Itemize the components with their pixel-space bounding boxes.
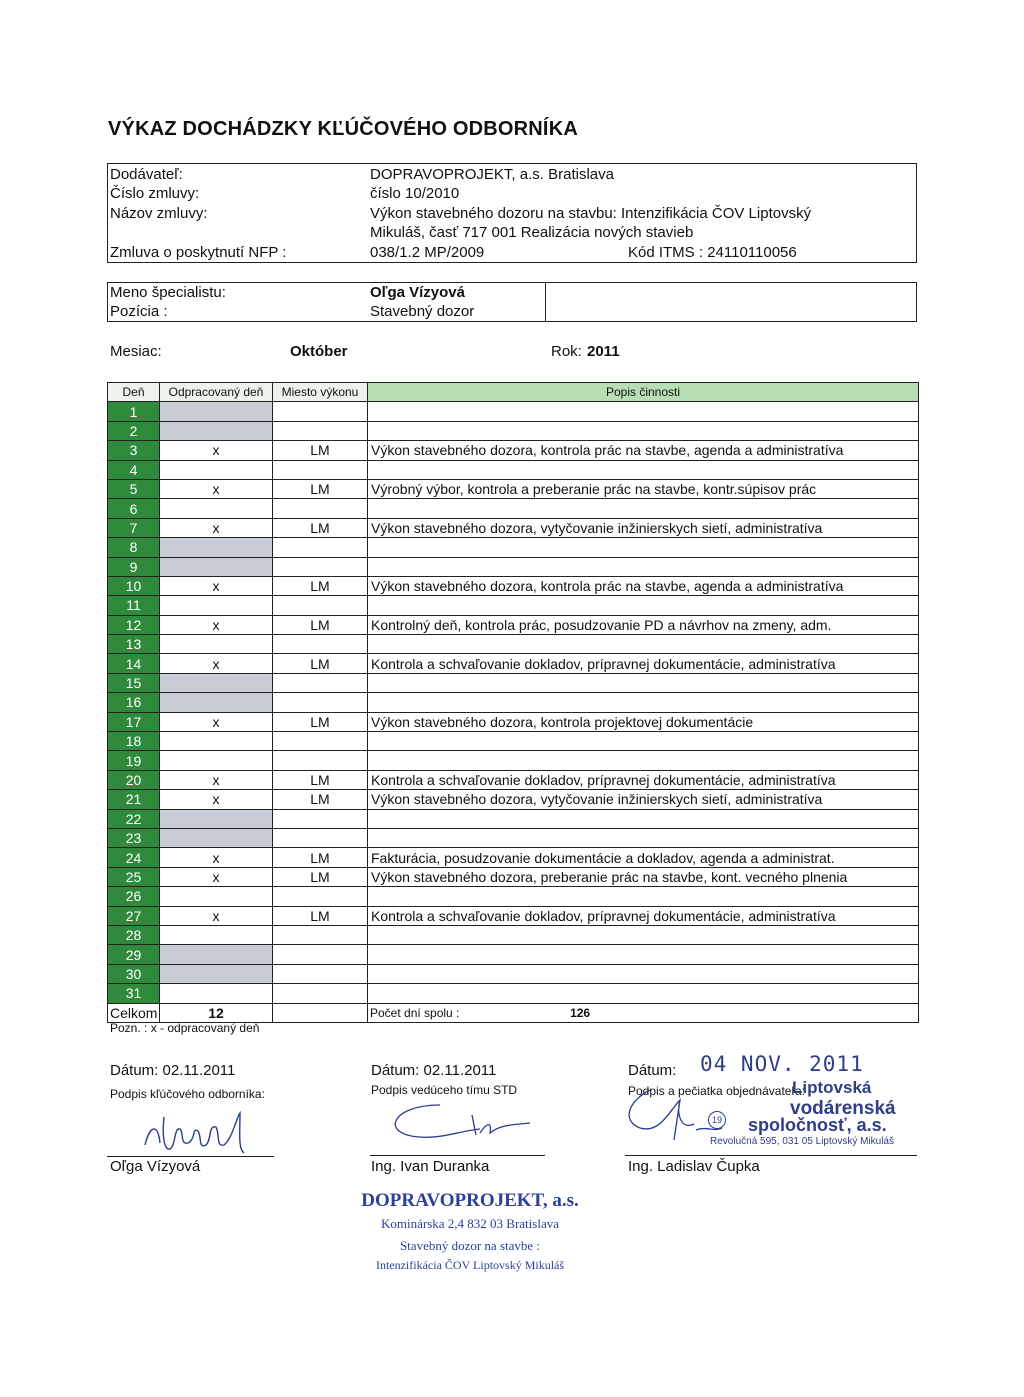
table-row bbox=[108, 538, 919, 557]
day-cell: 23 bbox=[108, 828, 160, 847]
description-cell bbox=[368, 828, 919, 847]
sig2-date: Dátum: 02.11.2011 bbox=[371, 1062, 497, 1079]
place-cell: LM bbox=[273, 906, 368, 925]
description-cell: Výkon stavebného dozora, preberanie prác na stavbe, kont. vecného plnenia bbox=[368, 867, 919, 886]
day-cell: 16 bbox=[108, 693, 160, 712]
table-row bbox=[108, 693, 919, 712]
lv-stamp-line2: vodárenská bbox=[790, 1098, 896, 1119]
description-cell bbox=[368, 421, 919, 440]
worked-cell: x bbox=[160, 615, 273, 634]
day-cell: 27 bbox=[108, 906, 160, 925]
description-cell bbox=[368, 984, 919, 1003]
description-cell bbox=[368, 673, 919, 692]
place-cell bbox=[273, 460, 368, 479]
table-row bbox=[108, 887, 919, 906]
total-empty-cell bbox=[273, 1003, 368, 1022]
description-cell: Kontrola a schvaľovanie dokladov, prípravnej dokumentácie, administratíva bbox=[368, 654, 919, 673]
table-row bbox=[108, 751, 919, 770]
table-row bbox=[108, 732, 919, 751]
sig1-line bbox=[107, 1156, 274, 1157]
worked-cell: x bbox=[160, 654, 273, 673]
total-row bbox=[108, 1003, 919, 1022]
sig1-name: Oľga Vízyová bbox=[110, 1158, 201, 1175]
header-odpracovany-den: Odpracovaný deň bbox=[160, 383, 273, 402]
description-cell bbox=[368, 964, 919, 983]
place-cell: LM bbox=[273, 848, 368, 867]
description-cell: Výkon stavebného dozora, kontrola prác na stavbe, agenda a administratíva bbox=[368, 576, 919, 595]
table-row bbox=[108, 790, 919, 809]
place-cell bbox=[273, 693, 368, 712]
description-cell: Výkon stavebného dozora, kontrola projektovej dokumentácie bbox=[368, 712, 919, 731]
day-cell: 17 bbox=[108, 712, 160, 731]
day-cell: 8 bbox=[108, 538, 160, 557]
day-cell: 13 bbox=[108, 635, 160, 654]
nazov-zmluvy-value-2: Mikuláš, časť 717 001 Realizácia nových stavieb bbox=[370, 224, 694, 241]
dp-stamp-line1: DOPRAVOPROJEKT, a.s. bbox=[361, 1190, 579, 1211]
place-cell: LM bbox=[273, 712, 368, 731]
place-cell bbox=[273, 732, 368, 751]
pocet-value: 126 bbox=[570, 1005, 591, 1020]
table-row bbox=[108, 441, 919, 460]
worked-cell bbox=[160, 809, 273, 828]
worked-cell bbox=[160, 557, 273, 576]
lv-stamp-line3: spoločnosť, a.s. bbox=[748, 1115, 887, 1135]
cislo-zmluvy-value: číslo 10/2010 bbox=[370, 185, 460, 202]
day-cell: 14 bbox=[108, 654, 160, 673]
place-cell bbox=[273, 402, 368, 421]
worked-cell bbox=[160, 693, 273, 712]
description-cell: Kontrola a schvaľovanie dokladov, prípravnej dokumentácie, administratíva bbox=[368, 906, 919, 925]
sig1-date: Dátum: 02.11.2011 bbox=[110, 1062, 236, 1079]
day-cell: 24 bbox=[108, 848, 160, 867]
place-cell: LM bbox=[273, 441, 368, 460]
table-row bbox=[108, 635, 919, 654]
place-cell: LM bbox=[273, 867, 368, 886]
day-cell: 15 bbox=[108, 673, 160, 692]
table-row bbox=[108, 848, 919, 867]
worked-cell: x bbox=[160, 441, 273, 460]
sig3-name: Ing. Ladislav Čupka bbox=[628, 1158, 760, 1175]
table-row bbox=[108, 945, 919, 964]
day-cell: 2 bbox=[108, 421, 160, 440]
description-cell bbox=[368, 693, 919, 712]
sig1-role: Podpis kľúčového odborníka: bbox=[110, 1087, 265, 1101]
header-miesto-vykonu: Miesto výkonu bbox=[273, 383, 368, 402]
sig3-line bbox=[625, 1155, 917, 1156]
table-row bbox=[108, 828, 919, 847]
table-row bbox=[108, 906, 919, 925]
worked-cell bbox=[160, 460, 273, 479]
description-cell bbox=[368, 538, 919, 557]
description-cell bbox=[368, 596, 919, 615]
place-cell bbox=[273, 421, 368, 440]
dp-stamp-line3: Stavebný dozor na stavbe : bbox=[399, 1238, 541, 1253]
description-cell bbox=[368, 945, 919, 964]
nazov-zmluvy-value-1: Výkon stavebného dozoru na stavbu: Intenzifikácia ČOV Liptovský bbox=[370, 205, 812, 222]
description-cell: Kontrola a schvaľovanie dokladov, prípravnej dokumentácie, administratíva bbox=[368, 770, 919, 789]
sig3-date: Dátum: bbox=[628, 1062, 677, 1079]
place-cell bbox=[273, 499, 368, 518]
day-cell: 18 bbox=[108, 732, 160, 751]
day-cell: 6 bbox=[108, 499, 160, 518]
day-cell: 26 bbox=[108, 887, 160, 906]
worked-cell bbox=[160, 984, 273, 1003]
day-cell: 5 bbox=[108, 479, 160, 498]
table-row bbox=[108, 421, 919, 440]
place-cell bbox=[273, 809, 368, 828]
place-cell: LM bbox=[273, 770, 368, 789]
worked-cell: x bbox=[160, 518, 273, 537]
day-cell: 3 bbox=[108, 441, 160, 460]
place-cell bbox=[273, 964, 368, 983]
dodavatel-label: Dodávateľ: bbox=[110, 166, 183, 183]
specialist-box bbox=[107, 282, 917, 322]
table-row bbox=[108, 867, 919, 886]
table-header-row bbox=[108, 383, 919, 402]
day-cell: 7 bbox=[108, 518, 160, 537]
sig3-role: Podpis a pečiatka objednávateľa: bbox=[628, 1084, 805, 1098]
description-cell bbox=[368, 557, 919, 576]
day-cell: 4 bbox=[108, 460, 160, 479]
header-popis-cinnosti: Popis činnosti bbox=[368, 383, 919, 402]
dodavatel-value: DOPRAVOPROJEKT, a.s. Bratislava bbox=[370, 166, 614, 183]
place-cell bbox=[273, 945, 368, 964]
meno-value: Oľga Vízyová bbox=[370, 284, 465, 301]
worked-cell: x bbox=[160, 576, 273, 595]
table-row bbox=[108, 596, 919, 615]
table-row bbox=[108, 576, 919, 595]
table-row bbox=[108, 809, 919, 828]
sig2-signature-drawing bbox=[380, 1095, 550, 1155]
day-cell: 28 bbox=[108, 925, 160, 944]
table-row bbox=[108, 499, 919, 518]
day-cell: 11 bbox=[108, 596, 160, 615]
mesiac-label: Mesiac: bbox=[110, 343, 162, 360]
dp-stamp-line2: Kominárska 2,4 832 03 Bratislava bbox=[381, 1216, 559, 1231]
description-cell bbox=[368, 925, 919, 944]
description-cell: Fakturácia, posudzovanie dokumentácie a dokladov, agenda a administrat. bbox=[368, 848, 919, 867]
sig2-name: Ing. Ivan Duranka bbox=[371, 1158, 490, 1175]
description-cell: Výkon stavebného dozora, vytyčovanie inžinierskych sietí, administratíva bbox=[368, 790, 919, 809]
worked-cell: x bbox=[160, 867, 273, 886]
place-cell bbox=[273, 557, 368, 576]
worked-cell bbox=[160, 751, 273, 770]
worked-cell bbox=[160, 887, 273, 906]
day-cell: 19 bbox=[108, 751, 160, 770]
place-cell: LM bbox=[273, 790, 368, 809]
table-row bbox=[108, 964, 919, 983]
place-cell bbox=[273, 828, 368, 847]
nfp-value: 038/1.2 MP/2009 bbox=[370, 244, 485, 261]
meno-label: Meno špecialistu: bbox=[110, 284, 226, 301]
place-cell: LM bbox=[273, 615, 368, 634]
description-cell: Výrobný výbor, kontrola a preberanie prác na stavbe, kontr.súpisov prác bbox=[368, 479, 919, 498]
sig2-role: Podpis vedúceho tímu STD bbox=[371, 1083, 518, 1097]
page-title: VÝKAZ DOCHÁDZKY KĽÚČOVÉHO ODBORNÍKA bbox=[108, 118, 578, 140]
description-cell bbox=[368, 751, 919, 770]
lv-stamp-line1: Liptovská bbox=[792, 1078, 872, 1097]
nfp-label: Zmluva o poskytnutí NFP : bbox=[110, 244, 287, 261]
table-row bbox=[108, 615, 919, 634]
description-cell bbox=[368, 402, 919, 421]
place-cell bbox=[273, 887, 368, 906]
worked-cell bbox=[160, 635, 273, 654]
description-cell bbox=[368, 499, 919, 518]
description-cell bbox=[368, 635, 919, 654]
rok-value: 2011 bbox=[587, 343, 620, 360]
worked-cell: x bbox=[160, 848, 273, 867]
worked-cell: x bbox=[160, 479, 273, 498]
day-cell: 12 bbox=[108, 615, 160, 634]
attendance-table bbox=[107, 382, 919, 1023]
worked-cell: x bbox=[160, 770, 273, 789]
place-cell bbox=[273, 673, 368, 692]
worked-cell bbox=[160, 945, 273, 964]
worked-cell bbox=[160, 925, 273, 944]
day-cell: 29 bbox=[108, 945, 160, 964]
place-cell bbox=[273, 596, 368, 615]
description-cell bbox=[368, 732, 919, 751]
pozicia-label: Pozícia : bbox=[110, 303, 168, 320]
day-cell: 25 bbox=[108, 867, 160, 886]
day-cell: 31 bbox=[108, 984, 160, 1003]
lv-stamp-line4: Revolučná 595, 031 05 Liptovský Mikuláš bbox=[710, 1136, 894, 1147]
table-row bbox=[108, 712, 919, 731]
worked-cell bbox=[160, 596, 273, 615]
worked-cell bbox=[160, 828, 273, 847]
cislo-zmluvy-label: Číslo zmluvy: bbox=[110, 185, 200, 202]
worked-cell bbox=[160, 499, 273, 518]
worked-cell bbox=[160, 538, 273, 557]
pocet-cell bbox=[368, 1003, 919, 1022]
mesiac-value: Október bbox=[290, 343, 348, 360]
day-cell: 22 bbox=[108, 809, 160, 828]
day-cell: 1 bbox=[108, 402, 160, 421]
description-cell bbox=[368, 887, 919, 906]
day-cell: 30 bbox=[108, 964, 160, 983]
sig2-line bbox=[370, 1155, 545, 1156]
table-row bbox=[108, 479, 919, 498]
description-cell: Výkon stavebného dozora, vytyčovanie inžinierskych sietí, administratíva bbox=[368, 518, 919, 537]
celkom-label: Celkom bbox=[108, 1003, 160, 1022]
place-cell bbox=[273, 538, 368, 557]
legend-note: Pozn. : x - odpracovaný deň bbox=[110, 1021, 260, 1035]
day-cell: 9 bbox=[108, 557, 160, 576]
worked-cell: x bbox=[160, 712, 273, 731]
worked-cell bbox=[160, 673, 273, 692]
itms-code: Kód ITMS : 24110110056 bbox=[628, 244, 797, 261]
place-cell: LM bbox=[273, 518, 368, 537]
worked-cell bbox=[160, 402, 273, 421]
table-row bbox=[108, 770, 919, 789]
sig3-stamp-date: 04 NOV. 2011 bbox=[700, 1052, 864, 1076]
day-cell: 20 bbox=[108, 770, 160, 789]
place-cell: LM bbox=[273, 654, 368, 673]
description-cell bbox=[368, 460, 919, 479]
place-cell bbox=[273, 925, 368, 944]
table-row bbox=[108, 557, 919, 576]
worked-cell: x bbox=[160, 906, 273, 925]
place-cell: LM bbox=[273, 479, 368, 498]
pocet-label: Počet dní spolu : bbox=[370, 1005, 460, 1020]
worked-cell bbox=[160, 421, 273, 440]
specialist-divider bbox=[545, 283, 546, 321]
description-cell bbox=[368, 809, 919, 828]
table-row bbox=[108, 518, 919, 537]
header-den: Deň bbox=[108, 383, 160, 402]
worked-cell bbox=[160, 964, 273, 983]
description-cell: Kontrolný deň, kontrola prác, posudzovanie PD a návrhov na zmeny, adm. bbox=[368, 615, 919, 634]
table-row bbox=[108, 984, 919, 1003]
table-row bbox=[108, 925, 919, 944]
place-cell bbox=[273, 751, 368, 770]
place-cell bbox=[273, 635, 368, 654]
contract-info-box bbox=[107, 163, 917, 263]
celkom-value: 12 bbox=[160, 1003, 273, 1022]
table-row bbox=[108, 402, 919, 421]
nazov-zmluvy-label: Názov zmluvy: bbox=[110, 205, 208, 222]
table-row bbox=[108, 460, 919, 479]
description-cell: Výkon stavebného dozora, kontrola prác na stavbe, agenda a administratíva bbox=[368, 441, 919, 460]
worked-cell: x bbox=[160, 790, 273, 809]
place-cell bbox=[273, 984, 368, 1003]
table-row bbox=[108, 673, 919, 692]
day-cell: 21 bbox=[108, 790, 160, 809]
dp-stamp-line4: Intenzifikácia ČOV Liptovský Mikuláš bbox=[375, 1258, 565, 1272]
place-cell: LM bbox=[273, 576, 368, 595]
lv-stamp-logo: 19 bbox=[708, 1111, 726, 1129]
table-row bbox=[108, 654, 919, 673]
pozicia-value: Stavebný dozor bbox=[370, 303, 475, 320]
day-cell: 10 bbox=[108, 576, 160, 595]
worked-cell bbox=[160, 732, 273, 751]
rok-label: Rok: bbox=[551, 343, 582, 360]
